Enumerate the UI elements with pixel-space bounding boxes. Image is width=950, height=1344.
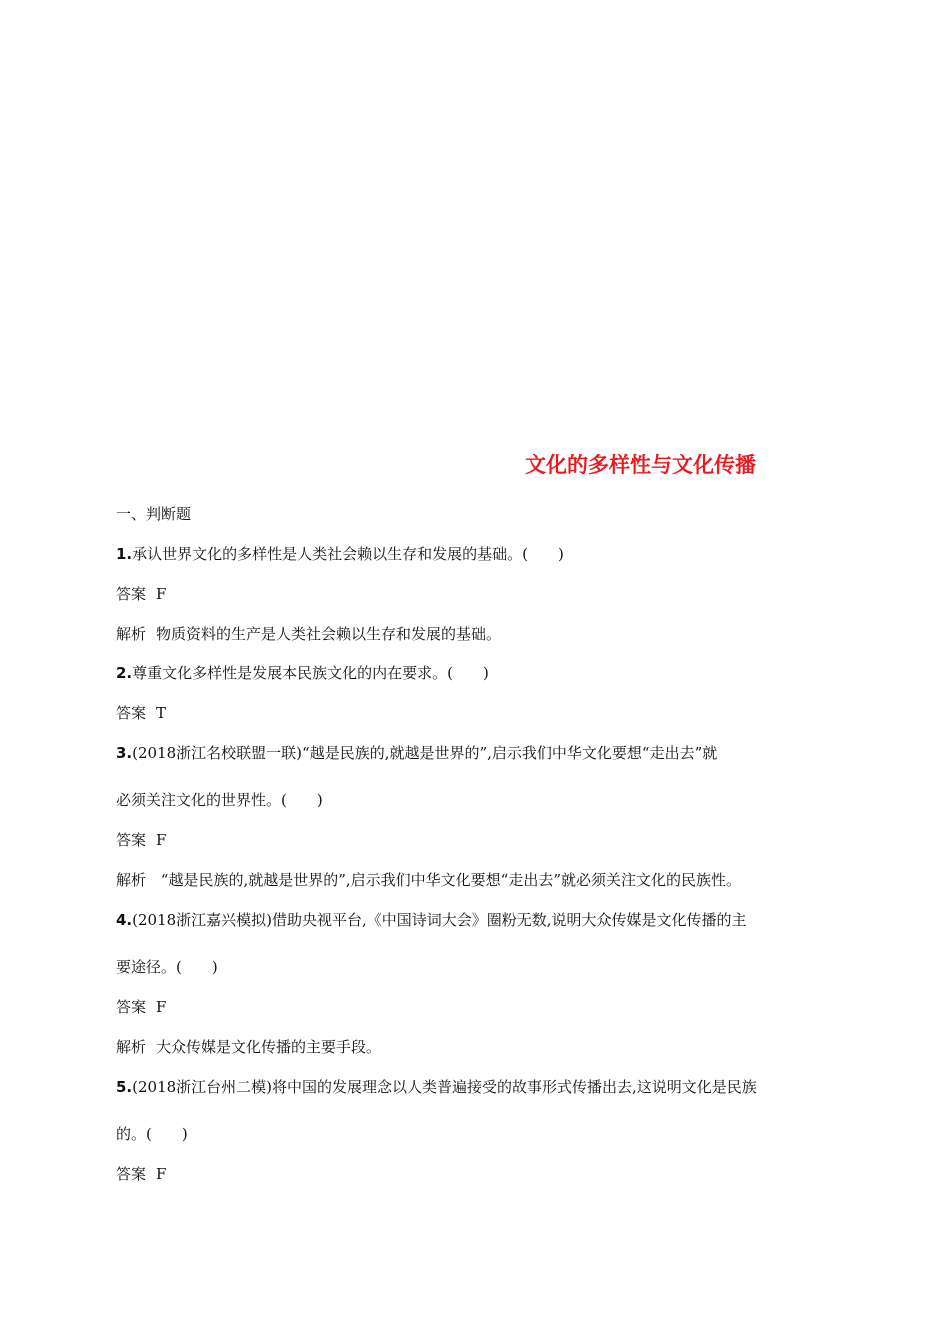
section-heading: 一、判断题 <box>116 505 192 523</box>
analysis-3 <box>116 870 741 890</box>
question-text: 承认世界文化的多样性是人类社会赖以生存和发展的基础。( ) <box>132 545 564 563</box>
question-number: 3. <box>116 744 133 762</box>
question-4 <box>116 910 747 930</box>
analysis-text: 大众传媒是文化传播的主要手段。 <box>156 1038 382 1056</box>
question-number: 5. <box>116 1078 133 1096</box>
document-title: 文化的多样性与文化传播 <box>525 453 756 477</box>
question-1 <box>116 544 564 564</box>
answer-5 <box>116 1164 166 1184</box>
analysis-1 <box>116 624 501 644</box>
question-text: (2018浙江名校联盟一联)“越是民族的,就越是世界的”,启示我们中华文化要想“走出去”就 <box>132 744 718 762</box>
question-text: (2018浙江嘉兴模拟)借助央视平台,《中国诗词大会》圈粉无数,说明大众传媒是文化传播的主 <box>132 911 747 929</box>
answer-label: 答案 <box>116 704 147 722</box>
answer-2 <box>116 703 166 723</box>
answer-value: F <box>156 585 167 603</box>
question-3-continued: 必须关注文化的世界性。( ) <box>116 791 323 809</box>
analysis-4 <box>116 1037 381 1057</box>
answer-value: F <box>156 1165 167 1183</box>
answer-value: T <box>156 704 167 722</box>
answer-4 <box>116 997 166 1017</box>
question-3 <box>116 743 717 763</box>
answer-value: F <box>156 831 167 849</box>
question-text: 尊重文化多样性是发展本民族文化的内在要求。( ) <box>132 664 489 682</box>
question-number: 1. <box>116 545 133 563</box>
question-5-continued: 的。( ) <box>116 1125 188 1143</box>
answer-3 <box>116 830 166 850</box>
analysis-text: “越是民族的,就越是世界的”,启示我们中华文化要想“走出去”就必须关注文化的民族性。 <box>156 871 741 889</box>
question-number: 4. <box>116 911 133 929</box>
question-number: 2. <box>116 664 133 682</box>
analysis-label: 解析 <box>116 1038 147 1056</box>
analysis-label: 解析 <box>116 625 147 643</box>
question-4-continued: 要途径。( ) <box>116 958 218 976</box>
analysis-label: 解析 <box>116 871 147 889</box>
question-2 <box>116 663 489 683</box>
answer-label: 答案 <box>116 1165 147 1183</box>
answer-value: F <box>156 998 167 1016</box>
question-5 <box>116 1077 757 1097</box>
analysis-text: 物质资料的生产是人类社会赖以生存和发展的基础。 <box>156 625 502 643</box>
answer-label: 答案 <box>116 585 147 603</box>
answer-label: 答案 <box>116 998 147 1016</box>
answer-label: 答案 <box>116 831 147 849</box>
question-text: (2018浙江台州二模)将中国的发展理念以人类普遍接受的故事形式传播出去,这说明文化是民族 <box>132 1078 757 1096</box>
answer-1 <box>116 584 166 604</box>
